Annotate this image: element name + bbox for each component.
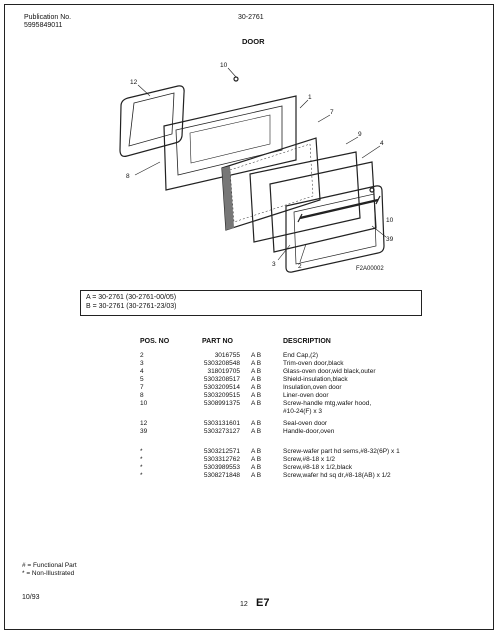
- callout-5: 9: [358, 131, 362, 138]
- callout-8: 8: [126, 173, 130, 180]
- pos-cell: *: [140, 448, 143, 455]
- desc-cell: Handle-door,oven: [283, 428, 335, 435]
- desc-cell: Seal-oven door: [283, 420, 328, 427]
- publication-number: 5995849011: [24, 22, 63, 29]
- screw-a: [234, 77, 238, 81]
- models-cell: A B: [251, 428, 262, 435]
- desc-cell: End Cap,(2): [283, 352, 319, 359]
- models-cell: A B: [251, 384, 262, 391]
- table-row-continued: [0, 408, 500, 416]
- section-title: DOOR: [242, 37, 265, 46]
- pos-cell: 5: [140, 376, 144, 383]
- part-cell: 5303209514: [203, 384, 240, 391]
- part-cell: 5303989553: [203, 464, 240, 471]
- part-cell: 5308271848: [203, 472, 240, 479]
- callout-3: 3: [272, 261, 276, 268]
- desc-cell: Trim-oven door,black: [283, 360, 344, 367]
- table-row: [0, 400, 500, 408]
- part-cell: 5308991375: [203, 400, 240, 407]
- part-cell: 5303131601: [203, 420, 240, 427]
- callout-39: 39: [386, 236, 394, 243]
- col-header-pos: POS. NO: [140, 338, 170, 345]
- models-cell: A B: [251, 368, 262, 375]
- part-cell: 318019705: [207, 368, 240, 375]
- desc-cell: Shield-insulation,black: [283, 376, 348, 383]
- callout-2: 2: [298, 263, 302, 270]
- pos-cell: 39: [140, 428, 148, 435]
- models-cell: A B: [251, 448, 262, 455]
- footer-section-code: E7: [256, 597, 270, 609]
- callout-10b: 10: [386, 217, 394, 224]
- pos-cell: 2: [140, 352, 144, 359]
- pos-cell: 12: [140, 420, 148, 427]
- publication-label: Publication No.: [24, 14, 72, 21]
- footer-page: 12: [240, 601, 248, 608]
- footnote-non-illustrated: * = Non-Illustrated: [22, 570, 75, 577]
- part-cell: 5303209515: [203, 392, 240, 399]
- footnote-functional: # = Functional Part: [22, 562, 77, 569]
- pos-cell: *: [140, 456, 143, 463]
- pos-cell: 3: [140, 360, 144, 367]
- desc-cell: Screw,#8-18 x 1/2,black: [283, 464, 353, 471]
- callout-10: 10: [220, 62, 228, 69]
- callout-7: 7: [330, 109, 334, 116]
- models-cell: A B: [251, 360, 262, 367]
- table-row: [0, 472, 500, 480]
- models-cell: A B: [251, 456, 262, 463]
- pos-cell: 7: [140, 384, 144, 391]
- models-cell: A B: [251, 464, 262, 471]
- table-row: [0, 368, 500, 376]
- models-cell: A B: [251, 352, 262, 359]
- seal-inner: [129, 93, 174, 146]
- footer-date: 10/93: [22, 594, 40, 601]
- models-cell: A B: [251, 376, 262, 383]
- pos-cell: 4: [140, 368, 144, 375]
- pos-cell: 10: [140, 400, 148, 407]
- exploded-door-diagram: [0, 0, 500, 280]
- desc-cell: Liner-oven door: [283, 392, 329, 399]
- table-row: [0, 392, 500, 400]
- pos-cell: *: [140, 472, 143, 479]
- table-row: [0, 420, 500, 428]
- model-number: 30-2761: [238, 14, 264, 21]
- table-row: [0, 456, 500, 464]
- col-header-part: PART NO: [202, 338, 233, 345]
- table-row: [0, 376, 500, 384]
- models-cell: A B: [251, 392, 262, 399]
- desc-cell: Glass-oven door,wid black,outer: [283, 368, 376, 375]
- liner-inner: [176, 106, 282, 175]
- part-cell: 5303273127: [203, 428, 240, 435]
- shield-part: [250, 152, 360, 242]
- models-cell: A B: [251, 420, 262, 427]
- figure-code: F2A00002: [356, 266, 384, 272]
- table-row: [0, 448, 500, 456]
- part-cell: 3016755: [214, 352, 240, 359]
- col-header-desc: DESCRIPTION: [283, 338, 331, 345]
- models-cell: A B: [251, 472, 262, 479]
- desc-cell: Insulation,oven door: [283, 384, 342, 391]
- table-row: [0, 464, 500, 472]
- table-row: [0, 428, 500, 436]
- desc-cell: Screw,#8-18 x 1/2: [283, 456, 336, 463]
- callout-12: 12: [130, 79, 138, 86]
- desc-cell-continued: #10-24(F) x 3: [283, 408, 323, 415]
- callout-4: 4: [380, 140, 384, 147]
- table-row: [0, 352, 500, 360]
- model-key-a: A = 30-2761 (30-2761-00/05): [86, 294, 177, 301]
- table-row: [0, 384, 500, 392]
- part-cell: 5303208548: [203, 360, 240, 367]
- desc-cell: Screw-wafer part hd sems,#8-32(6P) x 1: [283, 448, 400, 455]
- part-cell: 5303312762: [203, 456, 240, 463]
- pos-cell: *: [140, 464, 143, 471]
- part-cell: 5303208517: [203, 376, 240, 383]
- part-cell: 5303212571: [203, 448, 240, 455]
- table-row: [0, 360, 500, 368]
- model-key-b: B = 30-2761 (30-2761-23/03): [86, 303, 177, 310]
- pos-cell: 8: [140, 392, 144, 399]
- desc-cell: Screw,wafer hd sq dr,#8-18(AB) x 1/2: [283, 472, 391, 479]
- callout-1: 1: [308, 94, 312, 101]
- desc-cell: Screw-handle mtg,wafer hood,: [283, 400, 372, 407]
- models-cell: A B: [251, 400, 262, 407]
